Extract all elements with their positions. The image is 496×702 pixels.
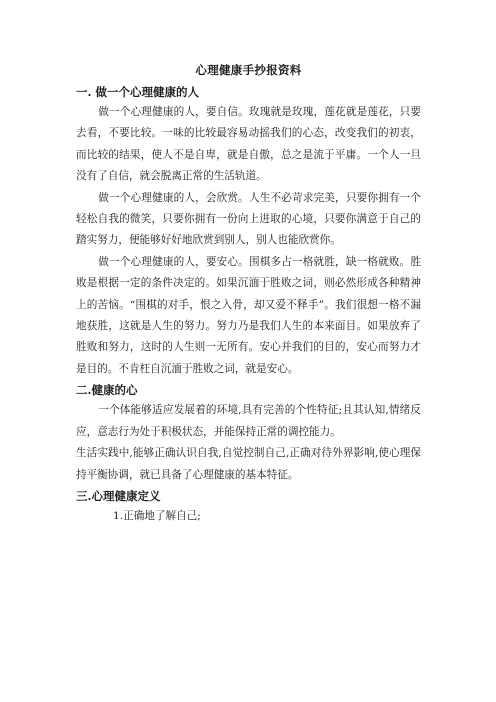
paragraph: 做一个心理健康的人，要自信。玫瑰就是玫瑰，莲花就是莲花，只要去看，不要比较。一味的比较最容易动摇我们的心态，改变我们的初衷，而比较的结果，使人不是自卑，就是自傲，总之是流于平庸。一个人一旦没有了自信，就会脱离正常的生活轨道。 <box>76 106 421 183</box>
section-heading: 三.心理健康定义 <box>76 488 161 503</box>
section-heading: 一. 做一个心理健康的人 <box>76 85 200 99</box>
section-heading: 二.健康的心 <box>76 383 138 398</box>
paragraph: 一个体能够适应发展着的环境,具有完善的个性特征;且其认知,情绪反应，意志行为处于积极状态，并能保持正常的调控能力。 <box>76 404 421 438</box>
paragraph: 做一个心理健康的人，会欣赏。人生不必苛求完美，只要你拥有一个轻松自我的微笑，只要你拥有一份向上进取的心境，只要你满意于自己的踏实努力，便能够好好地欣赏到别人，别人也能欣赏你。 <box>76 191 421 247</box>
paragraph: 生活实践中,能够正确认识自我,自觉控制自己,正确对待外界影响,使心理保持平衡协调，就已具备了心理健康的基本特征。 <box>76 447 421 481</box>
document-page <box>76 62 421 527</box>
document-title: 心理健康手抄报资料 <box>195 63 302 77</box>
paragraph: 做一个心理健康的人，要安心。围棋多占一格就胜，缺一格就败。胜败是根据一定的条件决定的。如果沉湎于胜败之词，则必然形成各种精神上的苦恼。“围棋的对手，恨之入骨，却又爱不释手”。我们很想一格不漏地获胜，这就是人生的努力。努力乃是我们人生的本来面目。如果放弃了胜败和努力，这时的人生则一无所有。安心并我们的目的，安心而努力才是目的。不肯枉自沉湎于胜败之词，就是安心。 <box>76 255 421 375</box>
list-item: 1.正确地了解自己; <box>113 509 201 522</box>
